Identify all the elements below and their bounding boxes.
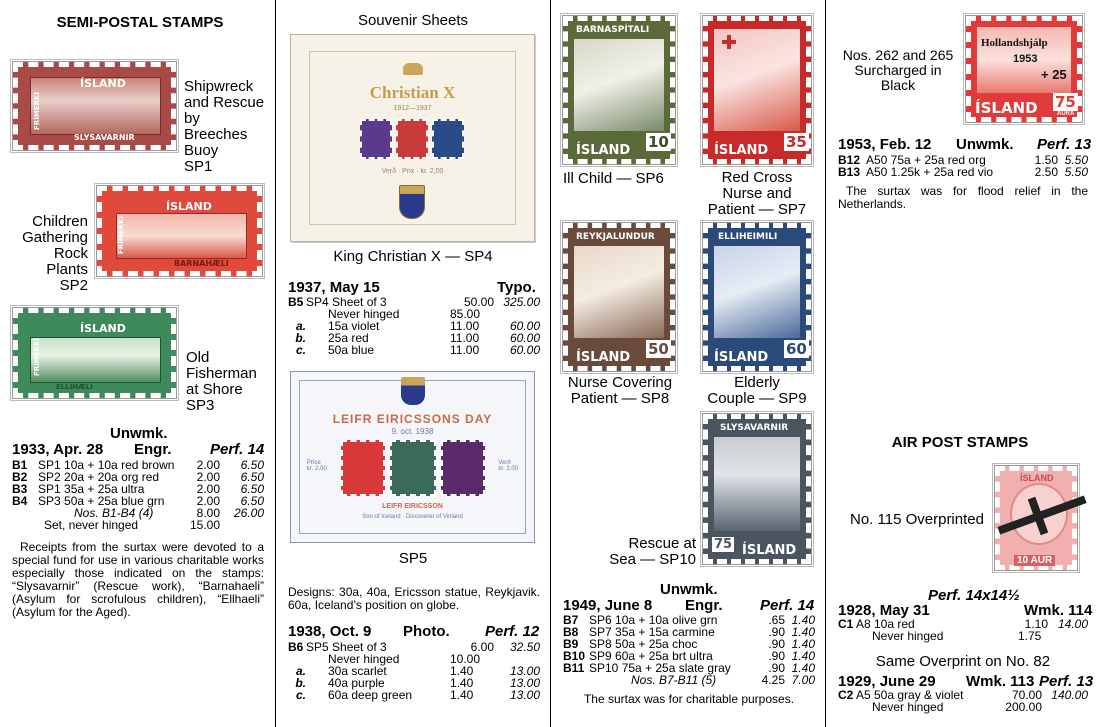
table-row: B13 A50 1.25k + 25a red vio 2.50 5.50 [838,165,1088,179]
table-row: B12 A50 75a + 25a red org 1.50 5.50 [838,153,1088,167]
printing-method: Engr. [134,441,172,458]
stamp-country: ÍSLAND [576,143,631,158]
stamp-value: 75 [714,537,733,552]
perforation: Perf. 13 [1039,673,1094,690]
column-divider [550,0,551,727]
overprint-text: Hollandshjálp [981,37,1048,49]
catalog-table [838,154,1088,178]
caption-sp5: SP5 [398,550,428,567]
watermark: Wmk. 113 [966,673,1035,690]
issue-date: 1928, May 31 [838,602,930,619]
catalog-table [288,296,540,356]
caption-sp8: Nurse Covering Patient — SP8 [567,374,673,407]
perforation: Perf. 12 [485,623,540,640]
stamp-side-text: FRÍMERKI [116,216,125,254]
sheet-title: LEIFR EIRICSSONS DAY [332,412,493,426]
caption-sp3: Old Fisherman at Shore SP3 [186,349,257,414]
table-row: a. 30a scarlet 1.40 13.00 [295,664,540,678]
stamp-unit: AURA [1057,111,1075,117]
stamp-top-text: SLYSAVARNIR [720,423,789,433]
table-row: B11 SP10 75a + 25a slate gray .90 1.40 [563,661,815,675]
stamp-value: 75 [1055,93,1076,111]
stamp-top-text: BARNASPÍTALI [576,25,650,35]
crown-icon [403,63,423,75]
watermark-heading: Unwmk. [660,581,718,598]
sheet-years: 1912—1937 [393,105,432,112]
coat-of-arms-icon [399,185,425,219]
table-row: Set, never hinged 15.00 [44,518,220,532]
issue-date: 1933, Apr. 28 [12,441,104,458]
table-row: Nos. B7-B11 (5) 4.25 7.00 [631,673,815,687]
stamp-c1 [995,466,1077,570]
stamp-bottom-text: SLYSAVARNIR [74,133,135,142]
catalog-table [563,614,815,686]
table-row: C2 A5 50a gray & violet 70.00 140.00 [838,688,1088,702]
note-paragraph: Receipts from the surtax were devoted to a special fund for use in various charitable works especially those indicated on the stamps: “Slysavarnir” (Rescue work), “Barnahaeli” (Asylum for scrofulous children), “Ellhaeli” (Asylum for the Aged). [12,540,264,619]
issue-date: 1953, Feb. 12 [838,136,932,153]
note-paragraph: The surtax was for flood relief in the Netherlands. [838,184,1088,211]
table-row: C1 A8 10a red 1.10 14.00 [838,617,1088,631]
section-title: AIR POST STAMPS [891,434,1029,451]
stamp-sp8 [563,223,675,371]
caption-sp2: Children Gathering Rock Plants SP2 [22,213,88,294]
table-row: Never hinged 200.00 [872,700,1042,714]
issue-date: 1929, June 29 [838,673,936,690]
stamp-country: ÍSLAND [1020,473,1054,483]
table-row: c. 60a deep green 1.40 13.00 [295,688,540,702]
overprint-plus: + 25 [1041,67,1067,82]
sheet-date: 9. oct. 1938 [391,427,434,436]
stamp-country: ÍSLAND [80,322,126,335]
perforation: Perf. 14 [760,597,815,614]
section-title: SEMI-POSTAL STAMPS [56,14,224,31]
stamp-country: ÍSLAND [742,543,797,558]
stamp-top-text: ELLIHEIMILI [718,232,778,242]
stamp-top-text: REYKJALUNDUR [576,232,655,242]
printing-method: Engr. [685,597,723,614]
stamp-value: 35 [786,133,807,151]
table-row: b. 25a red 11.00 60.00 [295,331,540,345]
watermark: Wmk. 114 [1024,602,1093,619]
stamp-blue [432,119,464,159]
stamp-purple [441,440,485,496]
caption-sp1: Shipwreck and Rescue by Breeches Buoy SP1 [184,78,265,175]
stamp-sp9 [703,223,811,371]
stamp-side-text: FRÍMERKI [32,338,41,376]
designs-note: Designs: 30a, 40a, Ericsson statue, Reykjavik. 60a, Iceland’s position on globe. [288,585,540,612]
stamp-sp3 [13,308,176,398]
column-divider [825,0,826,727]
red-cross-icon [722,35,736,49]
issue-date: 1938, Oct. 9 [288,623,372,640]
catalog-table [12,459,264,531]
stamp-value: 10 [648,133,669,151]
stamp-value: 50 [648,340,669,358]
issue-date: 1949, June 8 [563,597,653,614]
stamp-violet [360,119,392,159]
stamp-country: ÍSLAND [166,200,212,213]
stamp-value: 10 AUR [1014,555,1055,566]
stamp-country: ÍSLAND [714,143,769,158]
stamp-country: ÍSLAND [975,99,1038,117]
printing-method: Photo. [403,623,450,640]
stamp-bottom-text: ELLIHÆLI [56,383,93,391]
table-row: Never hinged 85.00 [328,307,481,321]
note-paragraph: The surtax was for charitable purposes. [583,692,795,706]
coat-of-arms-icon [401,377,425,405]
souvenir-sheet-sp5 [290,371,535,543]
table-row: B4 SP3 50a + 25a blue grn 2.00 6.50 [12,494,264,508]
caption-air: No. 115 Overprinted [850,511,984,528]
stamp-sp2 [97,186,262,276]
stamp-scarlet [341,440,385,496]
watermark: Unwmk. [956,136,1014,153]
table-row: b. 40a purple 1.40 13.00 [295,676,540,690]
stamp-surcharge [966,16,1082,122]
table-row: a. 15a violet 11.00 60.00 [295,319,540,333]
stamp-sp7 [703,16,811,164]
caption-sp4: King Christian X — SP4 [333,248,493,265]
stamp-green [390,440,436,496]
table-row: B9 SP8 50a + 25a choc .90 1.40 [563,637,815,651]
table-row: B5 SP4 Sheet of 3 50.00 325.00 [288,295,540,309]
catalog-table [838,689,1088,713]
perforation-heading: Perf. 14x14½ [928,587,1020,604]
table-row: B3 SP1 35a + 25a ultra 2.00 6.50 [12,482,264,496]
subheading: Same Overprint on No. 82 [875,653,1051,670]
issue-date: 1937, May 15 [288,279,380,296]
table-row: c. 50a blue 11.00 60.00 [295,343,540,357]
stamp-red [396,119,428,159]
sheet-title: Christian X [369,83,456,102]
table-row: B6 SP5 Sheet of 3 6.00 32.50 [288,640,540,654]
stamp-country: ÍSLAND [80,77,126,90]
table-row: B1 SP1 10a + 10a red brown 2.00 6.50 [12,458,264,472]
table-row: Never hinged 10.00 [328,652,481,666]
sheet-bottom-subtitle: Son of Iceland · Discoverer of Vinland [362,514,463,520]
table-row: B10 SP9 60a + 25a brt ultra .90 1.40 [563,649,815,663]
caption-sp7: Red Cross Nurse and Patient — SP7 [707,169,807,218]
souvenir-sheet-sp4 [290,34,535,242]
caption-sp6: Ill Child — SP6 [563,170,664,187]
table-row: Never hinged 1.75 [872,629,1042,643]
section-title: Souvenir Sheets [357,12,469,29]
printing-method: Typo. [497,279,536,296]
table-row: B2 SP2 20a + 20a org red 2.00 6.50 [12,470,264,484]
perforation: Perf. 13 [1037,136,1092,153]
sheet-bottom-title: LEIFR EIRICSSON [382,503,443,510]
watermark-heading: Unwmk. [110,425,168,442]
catalog-table [288,641,540,701]
sheet-right-price: Verð kr. 2,00 [498,460,518,472]
stamp-country: ÍSLAND [576,350,631,365]
sheet-left-price: Price kr. 2,00 [307,460,327,472]
stamp-value: 60 [786,340,807,358]
column-divider [275,0,276,727]
caption-sp10: Rescue at Sea — SP10 [609,535,696,568]
table-row: B7 SP6 10a + 10a olive grn .65 1.40 [563,613,815,627]
stamp-sp6 [563,16,675,164]
stamp-side-text: FRÍMERKI [32,92,41,130]
overprint-year: 1953 [1013,53,1038,65]
table-row: Nos. B1-B4 (4) 8.00 26.00 [74,506,264,520]
stamp-sp10 [703,414,811,564]
caption-sp9: Elderly Couple — SP9 [707,374,807,407]
catalog-table [838,618,1088,642]
stamp-bottom-text: BARNAHÆLI [174,259,229,268]
table-row: B8 SP7 35a + 15a carmine .90 1.40 [563,625,815,639]
perforation: Perf. 14 [210,441,265,458]
stamp-country: ÍSLAND [714,350,769,365]
stamp-sp1 [13,62,176,150]
sheet-footer: Verð · Prix · kr. 2,00 [381,168,444,175]
caption-surcharge: Nos. 262 and 265 Surcharged in Black [842,47,954,93]
